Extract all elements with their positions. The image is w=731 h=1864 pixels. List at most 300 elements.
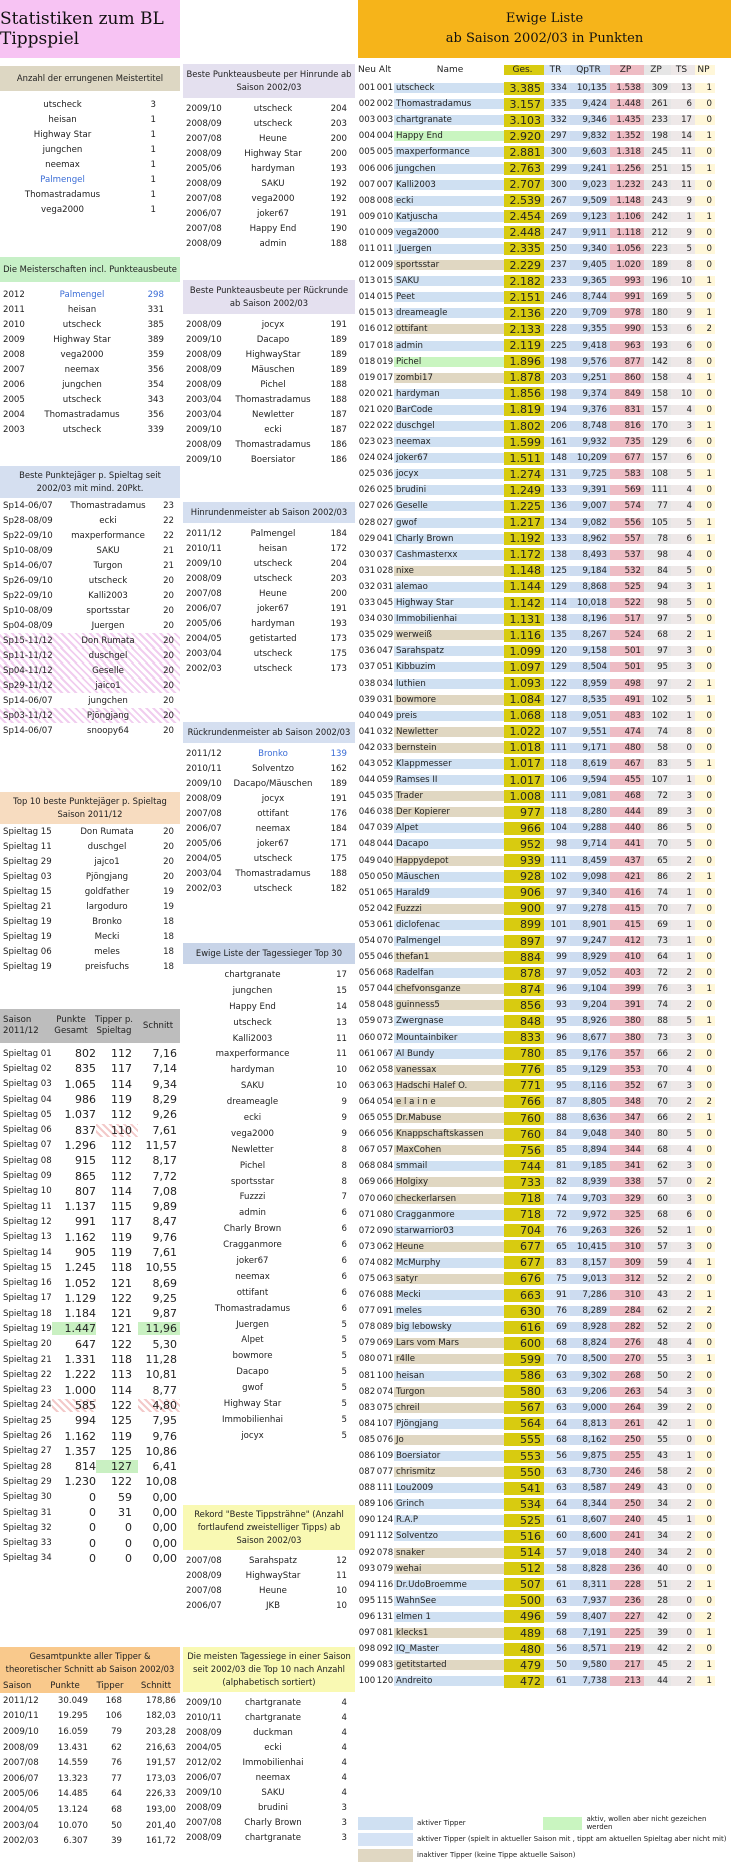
gesamt-row-cell: 16.059 <box>57 1726 88 1737</box>
ewige-cell: 135 <box>544 630 570 640</box>
hinrundenmeister-row-cell: 175 <box>330 648 347 659</box>
meiste-row-cell: 2007/08 <box>186 1817 222 1828</box>
ewige-cell: 1 <box>695 1354 715 1364</box>
saison-row-cell: 8,69 <box>152 1276 177 1290</box>
ewige-cell: 860 <box>610 373 644 383</box>
spieltag-best-row-cell: Juergen <box>91 620 125 631</box>
ewige-cell: 169 <box>644 292 671 302</box>
meiste-row-cell: 4 <box>341 1757 347 1768</box>
rueckrundenmeister-row-cell: Bronko <box>258 748 288 759</box>
ewige-cell: 099 <box>358 1660 376 1671</box>
hinrundenmeister-row-cell: 2008/09 <box>186 573 222 584</box>
saison-row-cell: 7,61 <box>152 1246 177 1259</box>
gesamt-row-cell: 201,40 <box>145 1820 176 1831</box>
hinrunde-row-cell: Happy End <box>249 223 297 234</box>
rueckrunde-row-cell: Dacapo <box>256 334 290 345</box>
saison-row-cell: 4,80 <box>138 1399 180 1412</box>
tagessieger-row-cell: 14 <box>336 1001 347 1012</box>
tagessieger-row-cell: maxperformance <box>215 1049 290 1060</box>
ewige-cell: 347 <box>610 1113 644 1123</box>
ewige-cell: 1.148 <box>610 196 644 206</box>
ewige-cell: checkerlarsen <box>394 1194 504 1204</box>
rueckrunde-row-cell: 2008/09 <box>186 364 222 375</box>
tagessieger-row <box>183 1046 355 1062</box>
ewige-cell: 380 <box>610 1016 644 1026</box>
top10-row-cell: Pjöngjang <box>85 871 129 882</box>
ewige-cell: 555 <box>504 1433 544 1446</box>
ewige-row <box>358 1190 731 1206</box>
ewige-row <box>358 1400 731 1416</box>
rekord-title: Rekord "Beste Tippsträhne" (Anzahl fortlaufend zweistelliger Tipps) ab Saison 2002/03 <box>183 1505 355 1550</box>
ewige-cell: 310 <box>610 1242 644 1252</box>
ewige-cell: 86 <box>644 823 671 833</box>
ewige-cell: 97 <box>544 904 570 914</box>
ewige-row <box>358 1561 731 1577</box>
ewige-cell: ecki <box>394 196 504 206</box>
ewige-cell: 8,959 <box>570 679 610 689</box>
ewige-cell: 2.448 <box>504 226 544 239</box>
rekord-row <box>183 1583 355 1598</box>
ewige-cell: 2.539 <box>504 194 544 207</box>
spieltag-best-row <box>0 708 180 723</box>
top10-row <box>0 944 180 959</box>
saison-row-cell: 112 <box>111 1047 132 1061</box>
meiste-row <box>183 1830 355 1845</box>
rueckrundenmeister-row-cell: 162 <box>330 763 347 774</box>
rueckrunde-row-cell: jocyx <box>261 319 285 330</box>
saison-row-cell: 994 <box>75 1414 96 1428</box>
tagessieger-row-cell: jocyx <box>241 1430 264 1441</box>
saison-row-cell: Spieltag 34 <box>3 1553 52 1564</box>
ewige-row <box>358 917 731 933</box>
ewige-cell: 0 <box>695 1435 715 1445</box>
ewige-cell: Pjöngjang <box>394 1419 504 1429</box>
saison-row-cell: 7,08 <box>152 1184 177 1198</box>
ewige-cell: 338 <box>610 1177 644 1187</box>
tagessieger-row-cell: 9 <box>341 1112 347 1123</box>
top10-row-cell: 18 <box>163 931 174 942</box>
ewige-cell: 268 <box>610 1371 644 1381</box>
ewige-cell: 090 <box>358 1515 376 1526</box>
ewige-cell: 507 <box>504 1578 544 1591</box>
ewige-row <box>358 708 731 724</box>
ewige-cell: 344 <box>610 1145 644 1155</box>
ewige-cell: 111 <box>544 791 570 801</box>
saison-row <box>0 1092 180 1107</box>
ewige-cell: 1 <box>695 1580 715 1590</box>
ewige-row <box>358 1496 731 1512</box>
ewige-cell: 057 <box>376 1145 394 1156</box>
ewige-cell: 041 <box>358 726 376 737</box>
ewige-cell: 129 <box>644 437 671 447</box>
ewige-cell: 243 <box>644 196 671 206</box>
ewige-cell: 95 <box>544 1016 570 1026</box>
ewige-cell: 010 <box>358 227 376 238</box>
ewige-cell: 8,677 <box>570 1033 610 1043</box>
rueckrundenmeister-row <box>183 746 355 761</box>
saison-row-cell: 0 <box>125 1536 132 1550</box>
ewige-cell: 045 <box>376 598 394 609</box>
ewige-cell: 61 <box>544 1515 570 1525</box>
ewige-cell: 9,594 <box>570 775 610 785</box>
ewige-cell: 599 <box>504 1353 544 1366</box>
ewige-cell: 058 <box>358 1000 376 1011</box>
top10-row <box>0 959 180 974</box>
ewige-cell: 94 <box>644 582 671 592</box>
ewige-cell: 77 <box>644 501 671 511</box>
saison-row-cell: 7,14 <box>152 1062 177 1076</box>
ewige-cell: heisan <box>394 1371 504 1381</box>
ewige-cell: 1 <box>671 711 695 721</box>
ewige-cell: 106 <box>376 1499 394 1510</box>
ewige-cell: 939 <box>504 854 544 867</box>
ewige-cell: 1.599 <box>504 436 544 449</box>
ewige-cell: 0 <box>695 823 715 833</box>
ewige-cell: 0 <box>695 1065 715 1075</box>
ewige-cell: Fuzzzi <box>394 904 504 914</box>
ewige-cell: 233 <box>644 115 671 125</box>
ewige-cell: Dr.Mabuse <box>394 1113 504 1123</box>
ewige-cell: 60 <box>644 1194 671 1204</box>
ewige-cell: 2.133 <box>504 323 544 336</box>
saison-row-cell: Spieltag 04 <box>3 1094 52 1105</box>
top10-row-cell: Spieltag 21 <box>3 901 52 912</box>
ewige-cell: 227 <box>610 1612 644 1622</box>
ewige-cell: 0 <box>695 357 715 367</box>
ewige-cell: 1 <box>695 872 715 882</box>
ewige-cell: 58 <box>544 1564 570 1574</box>
top10-title: Top 10 beste Punktejäger p. Spieltag Saison 2011/12 <box>0 792 180 824</box>
ewige-cell: 2 <box>671 1274 695 1284</box>
ewige-cell: 0 <box>671 1564 695 1574</box>
saison-row-cell: 0 <box>89 1521 96 1535</box>
ewige-cell: 676 <box>504 1272 544 1285</box>
ewige-cell: 3 <box>671 807 695 817</box>
ewige-cell: 228 <box>544 324 570 334</box>
ewige-cell: 1 <box>671 920 695 930</box>
ewige-cell: 96 <box>544 1033 570 1043</box>
ewige-cell: 082 <box>376 1257 394 1268</box>
ewige-cell: chreil <box>394 1403 504 1413</box>
ewige-row <box>358 627 731 643</box>
gesamt-row-cell: 182,03 <box>145 1711 176 1722</box>
rueckrunde-row <box>183 422 355 437</box>
ewige-cell: Newletter <box>394 727 504 737</box>
meiste-row-cell: 3 <box>341 1817 347 1828</box>
ewige-cell: 2.119 <box>504 339 544 352</box>
ewige-cell: 060 <box>358 1032 376 1043</box>
meiste-row-cell: 2008/09 <box>186 1727 222 1738</box>
tagessieger-row-cell: Fuzzzi <box>239 1192 266 1203</box>
ewige-cell: 0 <box>695 1274 715 1284</box>
rueckrundenmeister-title: Rückrundenmeister ab Saison 2002/03 <box>183 722 355 743</box>
ewige-cell: 516 <box>504 1530 544 1543</box>
ewige-cell: 081 <box>376 1628 394 1639</box>
gesamt-row <box>0 1771 180 1787</box>
ewige-cell: meles <box>394 1306 504 1316</box>
rekord-row-cell: Heune <box>259 1585 287 1596</box>
ewige-cell: 534 <box>504 1498 544 1511</box>
ewige-cell: 007 <box>376 179 394 190</box>
rueckrundenmeister-row-cell: 2008/09 <box>186 793 222 804</box>
ewige-cell: 1 <box>671 212 695 222</box>
saison-row-cell: Spieltag 23 <box>3 1385 52 1396</box>
gesamt-row-cell: 2009/10 <box>3 1726 39 1737</box>
ewige-cell: 052 <box>376 758 394 769</box>
rueckrundenmeister-row-cell: Thomastradamus <box>235 868 311 879</box>
ewige-cell: 3 <box>671 1194 695 1204</box>
ewige-cell: 0 <box>695 856 715 866</box>
meisterschaft-row <box>0 392 180 407</box>
hinrundenmeister-row-cell: 2005/06 <box>186 618 222 629</box>
tagessieger-row-cell: vega2000 <box>231 1128 274 1139</box>
rueckrundenmeister-row <box>183 806 355 821</box>
tagessieger-row <box>183 1301 355 1317</box>
ewige-cell: 0 <box>695 99 715 109</box>
ewige-cell: 170 <box>644 421 671 431</box>
ewige-cell: 73 <box>644 936 671 946</box>
ewige-cell: 1 <box>671 1419 695 1429</box>
ewige-cell: 329 <box>610 1194 644 1204</box>
hinrundenmeister-row-cell: 173 <box>330 663 347 674</box>
top10-row <box>0 884 180 899</box>
ewige-cell: vanessax <box>394 1065 504 1075</box>
ewige-cell: 878 <box>504 967 544 980</box>
ewige-cell: 114 <box>544 598 570 608</box>
meister-row-cell: neemax <box>45 159 80 170</box>
saison-row-cell: 118 <box>111 1353 132 1367</box>
ewige-row <box>358 450 731 466</box>
tagessieger-row-cell: sportsstar <box>230 1176 275 1187</box>
ewige-cell: 101 <box>544 920 570 930</box>
ewige-cell: 122 <box>544 679 570 689</box>
spieltag-best-row-cell: Sp14-06/07 <box>3 725 53 736</box>
ewige-cell: 196 <box>644 276 671 286</box>
ewige-cell: 282 <box>610 1322 644 1332</box>
saison-row-cell: 113 <box>111 1368 132 1382</box>
saison-row-cell: Spieltag 09 <box>3 1171 52 1182</box>
meiste-row-cell: 3 <box>341 1832 347 1843</box>
hinrundenmeister-row-cell: 2009/10 <box>186 558 222 569</box>
ewige-cell: 9,247 <box>570 936 610 946</box>
ewige-cell: Turgon <box>394 1387 504 1397</box>
ewige-cell: 037 <box>358 662 376 673</box>
ewige-cell: 99 <box>544 952 570 962</box>
rueckrundenmeister-row-cell: 189 <box>330 778 347 789</box>
ewige-cell: 095 <box>358 1595 376 1606</box>
meisterschaft-row-cell: 343 <box>147 394 164 405</box>
ewige-cell: 255 <box>610 1451 644 1461</box>
ewige-cell: 042 <box>376 903 394 914</box>
saison-row-cell: 1.245 <box>64 1261 96 1275</box>
tagessieger-row-cell: ottifant <box>236 1287 269 1298</box>
ewige-cell: 0 <box>671 1177 695 1187</box>
saison-row-cell: Spieltag 29 <box>3 1476 52 1487</box>
saison-row-cell: 7,16 <box>152 1047 177 1061</box>
ewige-cell: 051 <box>358 887 376 898</box>
ewige-row <box>358 1464 731 1480</box>
saison-row-cell: Spieltag 31 <box>3 1507 52 1518</box>
ewige-cell: 097 <box>358 1628 376 1639</box>
ewige-cell: 84 <box>644 566 671 576</box>
ewige-cell: dreameagle <box>394 308 504 318</box>
rekord-row <box>183 1553 355 1568</box>
ewige-cell: 013 <box>376 308 394 319</box>
rueckrundenmeister-section <box>183 722 355 896</box>
spieltag-best-row-cell: Sp26-09/10 <box>3 575 53 586</box>
hinrundenmeister-row-cell: utscheck <box>253 648 293 659</box>
tagessieger-row-cell: admin <box>239 1208 266 1219</box>
ewige-cell: 340 <box>610 1129 644 1139</box>
ewige-cell: 9,302 <box>570 1371 610 1381</box>
ewige-cell: 1 <box>695 518 715 528</box>
rueckrundenmeister-row-cell: Dacapo/Mäuschen <box>233 778 313 789</box>
rueckrundenmeister-row-cell: 2011/12 <box>186 748 222 759</box>
ewige-cell: 8,344 <box>570 1499 610 1509</box>
ewige-cell: 091 <box>358 1531 376 1542</box>
tagessieger-row-cell: chartgranate <box>224 969 281 980</box>
ewige-cell: 0 <box>695 1515 715 1525</box>
meister-row-cell: 1 <box>150 129 156 140</box>
ewige-cell: 026 <box>376 501 394 512</box>
ewige-cell: 9,576 <box>570 357 610 367</box>
saison-row <box>0 1153 180 1168</box>
hinrunde-row-cell: utscheck <box>253 118 293 129</box>
meiste-row-cell: SAKU <box>261 1787 285 1798</box>
ewige-cell: 2 <box>671 1548 695 1558</box>
ewige-cell: 1 <box>695 1676 715 1686</box>
tagessieger-row-cell: 9 <box>341 1128 347 1139</box>
saison-row <box>0 1275 180 1290</box>
tagessieger-row-cell: 13 <box>336 1017 347 1028</box>
ewige-cell: brudini <box>394 485 504 495</box>
ewige-cell: 0 <box>695 228 715 238</box>
ewige-cell: 061 <box>358 1048 376 1059</box>
ewige-cell: 8,730 <box>570 1467 610 1477</box>
ewige-cell: Holgixy <box>394 1177 504 1187</box>
ewige-cell: 9,082 <box>570 518 610 528</box>
hinrundenmeister-row <box>183 556 355 571</box>
ewige-cell: 008 <box>358 195 376 206</box>
top10-row <box>0 869 180 884</box>
tagessieger-row-cell: 7 <box>341 1192 347 1203</box>
meisterschaft-row-cell: Palmengel <box>59 289 105 300</box>
ewige-cell: 1.274 <box>504 468 544 481</box>
ewige-cell: 246 <box>610 1467 644 1477</box>
ewige-cell: 063 <box>376 1273 394 1284</box>
ewige-cell: 8,267 <box>570 630 610 640</box>
ewige-cell: 63 <box>544 1596 570 1606</box>
hinrunde-title: Beste Punkteausbeute per Hinrunde ab Saison 2002/03 <box>183 64 355 98</box>
ewige-cell: 95 <box>544 1081 570 1091</box>
saison-row-cell: 1.065 <box>64 1077 96 1091</box>
ewige-row <box>358 418 731 434</box>
ewige-cell: 003 <box>376 115 394 126</box>
ewige-cell: Klappmesser <box>394 759 504 769</box>
ewige-cell: 0 <box>695 1564 715 1574</box>
ewige-cell: 0 <box>695 389 715 399</box>
ewige-cell: 553 <box>504 1450 544 1463</box>
ewige-cell: 1.878 <box>504 371 544 384</box>
hinrunde-row-cell: vega2000 <box>251 193 295 204</box>
ewige-cell: 415 <box>610 904 644 914</box>
saison-row-cell: 122 <box>111 1291 132 1305</box>
meisterschaft-row-cell: 2004 <box>3 409 25 420</box>
spieltag-best-row <box>0 648 180 663</box>
ewige-cell: 2 <box>671 856 695 866</box>
ewige-row <box>358 1078 731 1094</box>
spieltag-best-row <box>0 588 180 603</box>
ewige-cell: 243 <box>644 180 671 190</box>
ewige-cell: 1.819 <box>504 403 544 416</box>
spieltag-best-row-cell: Geselle <box>92 665 124 676</box>
ewige-cell: 297 <box>544 131 570 141</box>
ewige-cell: 8,926 <box>570 1016 610 1026</box>
ewige-cell: 483 <box>610 711 644 721</box>
rueckrundenmeister-row <box>183 821 355 836</box>
ewige-cell: 124 <box>376 1515 394 1526</box>
ewige-cell: chartgranate <box>394 115 504 125</box>
ewige-cell: 017 <box>376 372 394 383</box>
meister-row <box>0 112 180 127</box>
ewige-cell: 550 <box>504 1466 544 1479</box>
tagessieger-row <box>183 1221 355 1237</box>
ewige-cell: 556 <box>610 518 644 528</box>
ewige-cell: 8,196 <box>570 614 610 624</box>
ewige-cell: 247 <box>544 228 570 238</box>
ewige-cell: Mountainbiker <box>394 1033 504 1043</box>
ewige-cell: 17 <box>671 115 695 125</box>
ewige-cell: Katjuscha <box>394 212 504 222</box>
hinrundenmeister-row <box>183 661 355 676</box>
spieltag-best-row-cell: Sp10-08/09 <box>3 605 53 616</box>
ewige-cell: 95 <box>644 662 671 672</box>
meiste-row-cell: Charly Brown <box>244 1817 302 1828</box>
hinrunde-row <box>183 131 355 146</box>
ewige-cell: 236 <box>610 1596 644 1606</box>
gesamt-row <box>0 1740 180 1756</box>
ewige-cell: 9,714 <box>570 839 610 849</box>
ewige-cell: 0 <box>695 1226 715 1236</box>
ewige-cell: 092 <box>376 1644 394 1655</box>
ewige-cell: 5 <box>671 292 695 302</box>
ewige-cell: 032 <box>376 726 394 737</box>
saison-row-cell: 112 <box>111 1169 132 1183</box>
rueckrunde-row-cell: 186 <box>330 439 347 450</box>
ewige-cell: 0 <box>695 839 715 849</box>
ewige-cell: 085 <box>358 1434 376 1445</box>
ewige-cell: 50 <box>544 1660 570 1670</box>
ewige-cell: 496 <box>504 1610 544 1623</box>
ewige-cell: 024 <box>376 453 394 464</box>
ewige-cell: 744 <box>504 1160 544 1173</box>
ewige-row <box>358 1046 731 1062</box>
ewige-cell: 198 <box>644 131 671 141</box>
top10-row-cell: Spieltag 06 <box>3 946 52 957</box>
meisterschaft-row <box>0 407 180 422</box>
tagessieger-row <box>183 1174 355 1190</box>
saison-row-cell: 0 <box>89 1536 96 1550</box>
rueckrunde-section <box>183 280 355 467</box>
rueckrundenmeister-row-cell: 2007/08 <box>186 808 222 819</box>
gesamt-row-cell: 2003/04 <box>3 1820 39 1831</box>
hinrundenmeister-row <box>183 601 355 616</box>
ewige-subtitle: ab Saison 2002/03 in Punkten <box>445 31 644 46</box>
ewige-cell: 0 <box>695 147 715 157</box>
saison-row-cell: Spieltag 22 <box>3 1369 52 1380</box>
hinrundenmeister-row-cell: 2003/04 <box>186 648 222 659</box>
hinrunde-row <box>183 191 355 206</box>
